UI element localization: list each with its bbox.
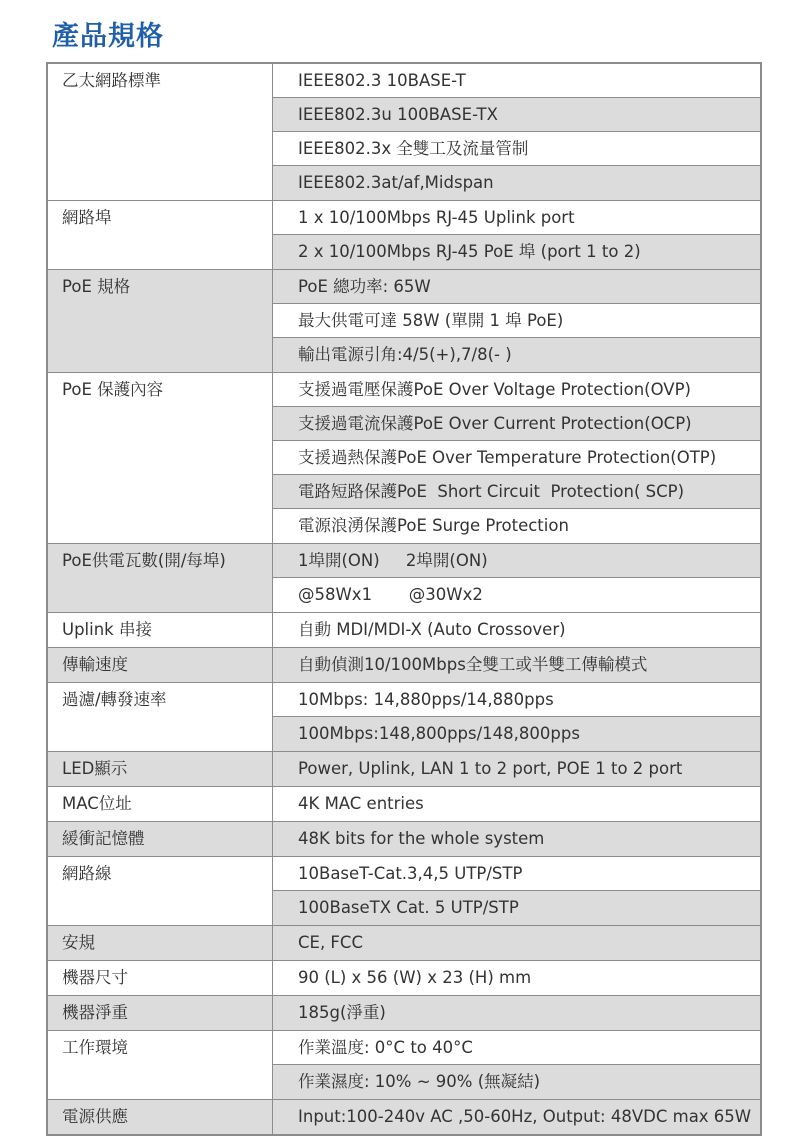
- spec-values: [273, 926, 760, 960]
- spec-label: 機器淨重: [48, 996, 273, 1030]
- spec-value: 支援過熱保護PoE Over Temperature Protection(OTP): [273, 441, 760, 475]
- spec-value: Input:100-240v AC ,50-60Hz, Output: 48VDC max 65W: [298, 1107, 752, 1126]
- spec-value: 90 (L) x 56 (W) x 23 (H) mm: [298, 968, 532, 987]
- spec-values: [273, 64, 760, 200]
- spec-label: 傳輸速度: [48, 648, 273, 682]
- spec-row: [48, 544, 760, 613]
- spec-label: 緩衝記憶體: [48, 822, 273, 856]
- spec-row: [48, 961, 760, 996]
- spec-value: 最大供電可達 58W (單開 1 埠 PoE): [273, 304, 760, 338]
- spec-value: 1埠開(ON) 2埠開(ON): [273, 544, 760, 578]
- spec-label: PoE 保護內容: [48, 373, 273, 543]
- spec-label: 網路埠: [48, 201, 273, 269]
- spec-value: 自動偵測10/100Mbps全雙工或半雙工傳輸模式: [298, 655, 648, 674]
- spec-row: [48, 683, 760, 752]
- spec-values: [273, 961, 760, 995]
- spec-value: 自動 MDI/MDI-X (Auto Crossover): [298, 620, 566, 639]
- spec-values: [273, 544, 760, 612]
- spec-value: IEEE802.3 10BASE-T: [273, 64, 760, 98]
- spec-label: LED顯示: [48, 752, 273, 786]
- spec-row: [48, 64, 760, 201]
- spec-value: PoE 總功率: 65W: [273, 270, 760, 304]
- spec-value: 1 x 10/100Mbps RJ-45 Uplink port: [273, 201, 760, 235]
- spec-value: 10BaseT-Cat.3,4,5 UTP/STP: [273, 857, 760, 891]
- spec-values: [273, 1100, 760, 1134]
- spec-value: 100Mbps:148,800pps/148,800pps: [273, 717, 760, 751]
- spec-label: 網路線: [48, 857, 273, 925]
- spec-row: [48, 613, 760, 648]
- spec-row: [48, 926, 760, 961]
- spec-value: 作業溫度: 0°C to 40°C: [273, 1031, 760, 1065]
- spec-label: PoE供電瓦數(開/每埠): [48, 544, 273, 612]
- spec-value: @58Wx1 @30Wx2: [273, 578, 760, 612]
- spec-value: 185g(淨重): [298, 1003, 386, 1022]
- spec-values: [273, 683, 760, 751]
- spec-row: [48, 648, 760, 683]
- spec-row: [48, 787, 760, 822]
- spec-values: [273, 996, 760, 1030]
- spec-table: [46, 62, 762, 1136]
- spec-row: [48, 270, 760, 373]
- spec-label: 乙太網路標準: [48, 64, 273, 200]
- spec-values: [273, 201, 760, 269]
- spec-label: 安規: [48, 926, 273, 960]
- spec-label: 電源供應: [48, 1100, 273, 1134]
- spec-value: 48K bits for the whole system: [298, 829, 545, 848]
- spec-value: 電路短路保護PoE Short Circuit Protection( SCP): [273, 475, 760, 509]
- spec-values: [273, 752, 760, 786]
- spec-value: 電源浪湧保護PoE Surge Protection: [298, 516, 569, 535]
- spec-row: [48, 822, 760, 857]
- spec-values: [273, 787, 760, 821]
- spec-label: 過濾/轉發速率: [48, 683, 273, 751]
- spec-value: 10Mbps: 14,880pps/14,880pps: [273, 683, 760, 717]
- spec-value: CE, FCC: [298, 933, 363, 952]
- spec-row: [48, 201, 760, 270]
- spec-value: Power, Uplink, LAN 1 to 2 port, POE 1 to 2 port: [298, 759, 683, 778]
- spec-values: [273, 648, 760, 682]
- spec-values: [273, 857, 760, 925]
- spec-row: [48, 1031, 760, 1100]
- spec-value: 2 x 10/100Mbps RJ-45 PoE 埠 (port 1 to 2): [273, 235, 760, 269]
- spec-value: 支援過電壓保護PoE Over Voltage Protection(OVP): [273, 373, 760, 407]
- page-title: 產品規格: [52, 21, 164, 52]
- spec-label: 機器尺寸: [48, 961, 273, 995]
- spec-row: [48, 857, 760, 926]
- spec-row: [48, 752, 760, 787]
- spec-label: MAC位址: [48, 787, 273, 821]
- spec-label: 工作環境: [48, 1031, 273, 1099]
- spec-value: IEEE802.3at/af,Midspan: [273, 166, 760, 200]
- spec-row: [48, 373, 760, 544]
- spec-values: [273, 1031, 760, 1099]
- spec-value: IEEE802.3u 100BASE-TX: [273, 98, 760, 132]
- spec-value: IEEE802.3x 全雙工及流量管制: [273, 132, 760, 166]
- spec-values: [273, 270, 760, 372]
- spec-value: 支援過電流保護PoE Over Current Protection(OCP): [273, 407, 760, 441]
- spec-row: [48, 996, 760, 1031]
- spec-value: 作業濕度: 10% ~ 90% (無凝結): [273, 1065, 760, 1099]
- spec-values: [273, 373, 760, 543]
- spec-values: [273, 613, 760, 647]
- spec-value: 4K MAC entries: [298, 794, 424, 813]
- spec-label: Uplink 串接: [48, 613, 273, 647]
- spec-values: [273, 822, 760, 856]
- spec-value: 100BaseTX Cat. 5 UTP/STP: [273, 891, 760, 925]
- spec-row: [48, 1100, 760, 1134]
- spec-label: PoE 規格: [48, 270, 273, 372]
- spec-value: 輸出電源引角:4/5(+),7/8(- ): [298, 345, 512, 364]
